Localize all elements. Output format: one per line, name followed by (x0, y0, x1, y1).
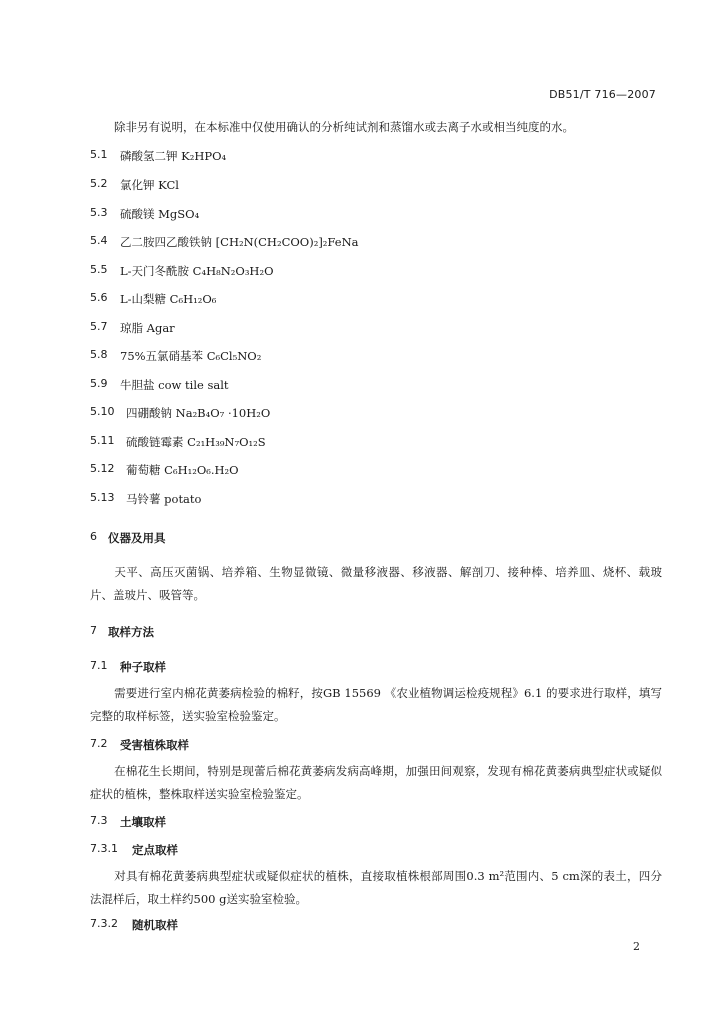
reagent-text: 硫酸镁 MgSO₄ (120, 207, 200, 221)
reagent-number: 5.1 (90, 148, 108, 161)
paragraph-text: 需要进行室内棉花黄萎病检验的棉籽，按GB 15569 《农业植物调运检疫规程》6.1 的要求进行取样，填写完整的取样标签，送实验室检验鉴定。 (90, 686, 662, 723)
reagent-text: 氯化钾 KCl (120, 178, 179, 192)
reagent-number: 5.3 (90, 206, 108, 219)
section-title: 定点取样 (132, 843, 178, 857)
reagent-text: 牛胆盐 cow tile salt (120, 378, 229, 392)
reagent-text: 磷酸氢二钾 K₂HPO₄ (120, 149, 227, 163)
paragraph-text: 天平、高压灭菌锅、培养箱、生物显微镜、微量移液器、移液器、解剖刀、接种棒、培养皿、烧杯、载玻片、盖玻片、吸管等。 (90, 565, 662, 602)
section-number: 7.3 (90, 814, 108, 827)
section-number: 7 (90, 624, 97, 637)
section-7-1-body (90, 682, 662, 728)
paragraph-text: 对具有棉花黄萎病典型症状或疑似症状的植株，直接取植株根部周围0.3 m²范围内、5 cm深的表土，四分法混样后，取土样约500 g送实验室检验。 (90, 869, 662, 906)
reagent-number: 5.7 (90, 320, 108, 333)
section-number: 7.3.2 (90, 917, 118, 930)
reagent-text: L-天门冬酰胺 C₄H₈N₂O₃H₂O (120, 264, 274, 278)
section-title: 种子取样 (120, 660, 166, 674)
reagent-text: 马铃薯 potato (126, 492, 202, 506)
section-7-3-1-body (90, 865, 662, 911)
section-title: 随机取样 (132, 918, 178, 932)
section-title: 仪器及用具 (108, 531, 166, 545)
reagent-number: 5.2 (90, 177, 108, 190)
reagent-number: 5.9 (90, 377, 108, 390)
section-7-2-body (90, 760, 662, 806)
reagent-number: 5.10 (90, 405, 115, 418)
reagent-number: 5.4 (90, 234, 108, 247)
reagent-number: 5.5 (90, 263, 108, 276)
reagent-number: 5.12 (90, 462, 115, 475)
reagent-number: 5.6 (90, 291, 108, 304)
section-title: 土壤取样 (120, 815, 166, 829)
reagent-number: 5.8 (90, 348, 108, 361)
reagent-number: 5.11 (90, 434, 115, 447)
reagent-number: 5.13 (90, 491, 115, 504)
reagent-text: 琼脂 Agar (120, 321, 175, 335)
section-6-body (90, 561, 662, 607)
page-number: 2 (633, 940, 640, 953)
section-title: 受害植株取样 (120, 738, 189, 752)
intro-text: 除非另有说明，在本标准中仅使用确认的分析纯试剂和蒸馏水或去离子水或相当纯度的水。 (114, 120, 574, 134)
section-number: 6 (90, 530, 97, 543)
reagent-text: 葡萄糖 C₆H₁₂O₆.H₂O (126, 463, 239, 477)
reagent-text: 四硼酸钠 Na₂B₄O₇ ·10H₂O (126, 406, 271, 420)
section-number: 7.3.1 (90, 842, 118, 855)
paragraph-text: 在棉花生长期间，特别是现蕾后棉花黄萎病发病高峰期，加强田间观察，发现有棉花黄萎病典型症状或疑似症状的植株，整株取样送实验室检验鉴定。 (90, 764, 662, 801)
reagent-text: L-山梨糖 C₆H₁₂O₆ (120, 292, 217, 306)
section-number: 7.1 (90, 659, 108, 672)
reagent-text: 75%五氯硝基苯 C₆Cl₅NO₂ (120, 349, 262, 363)
document-code: DB51/T 716—2007 (549, 88, 656, 101)
reagent-text: 硫酸链霉素 C₂₁H₃₉N₇O₁₂S (126, 435, 266, 449)
section-title: 取样方法 (108, 625, 154, 639)
section-number: 7.2 (90, 737, 108, 750)
reagent-text: 乙二胺四乙酸铁钠 [CH₂N(CH₂COO)₂]₂FeNa (120, 235, 359, 249)
